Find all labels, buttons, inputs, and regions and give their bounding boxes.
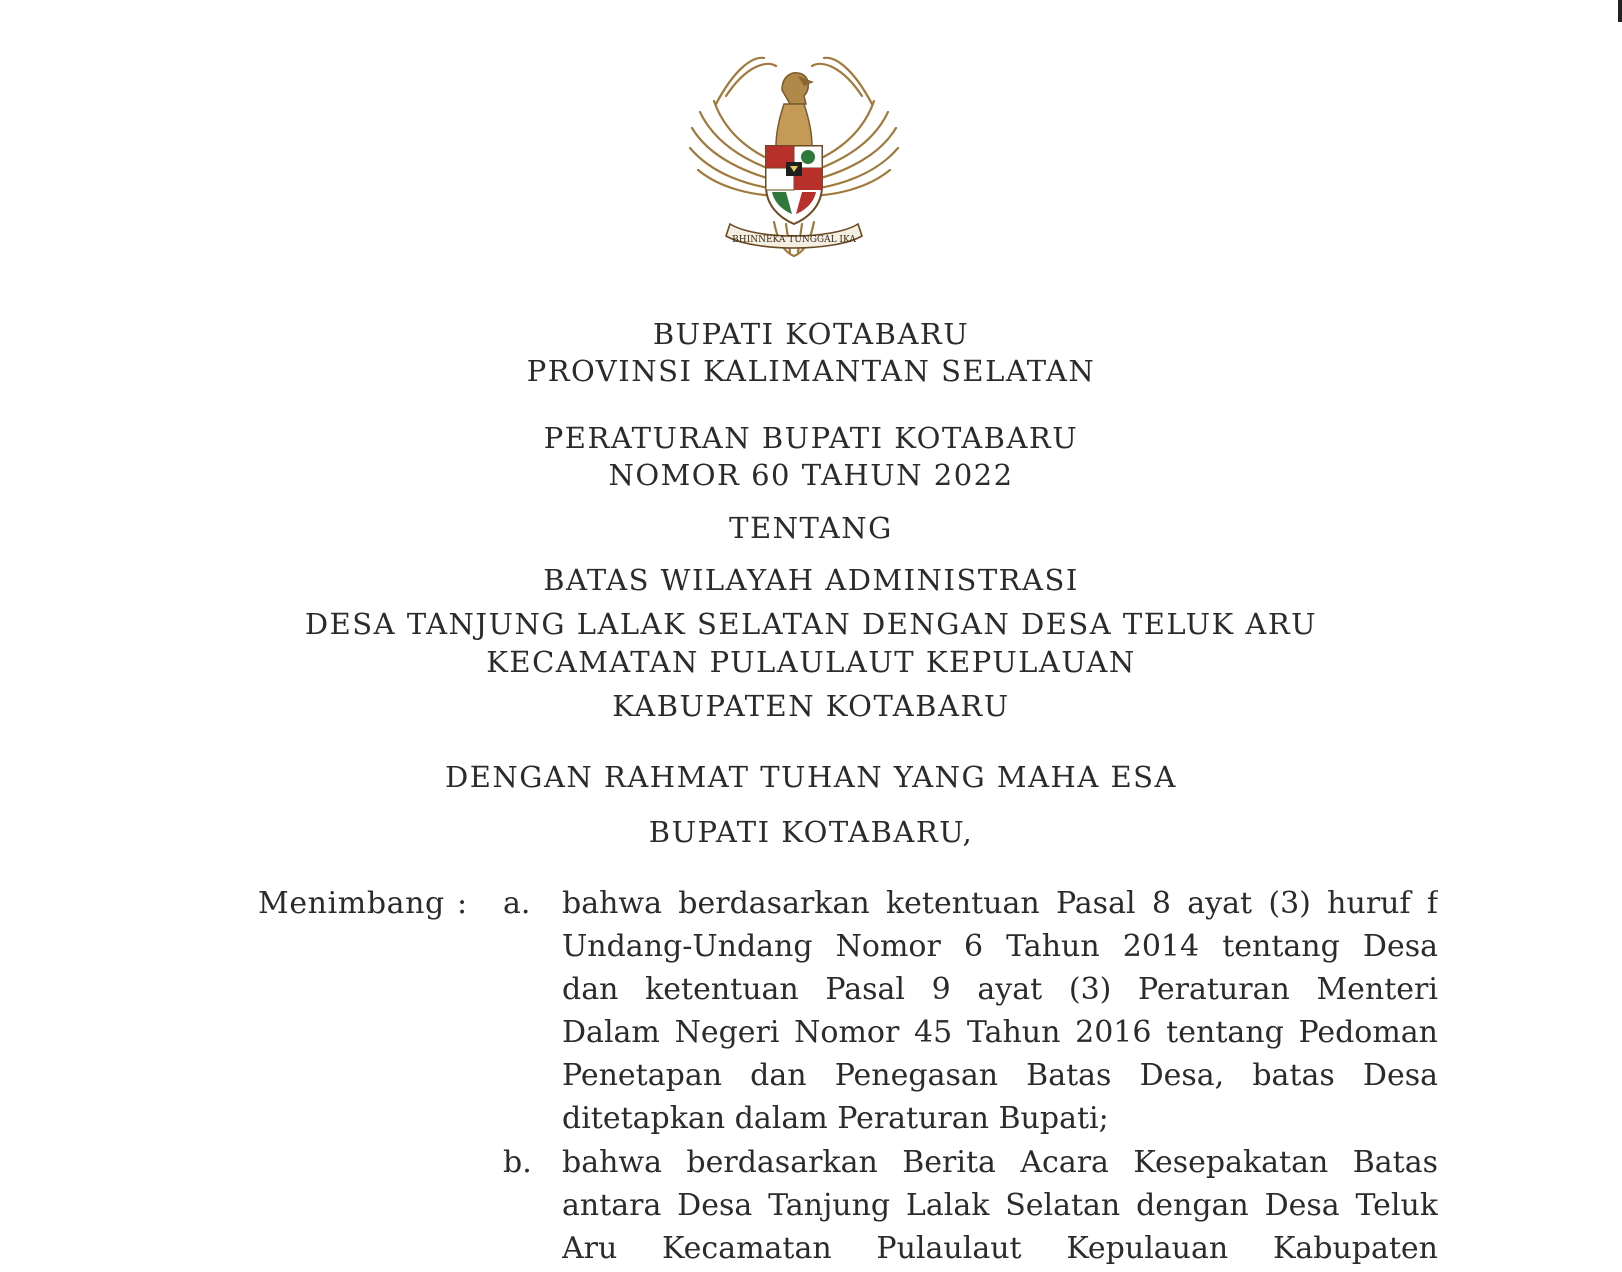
item-a-line: ditetapkan dalam Peraturan Bupati; [562,1101,1109,1136]
item-b-line: bahwa berdasarkan Berita Acara Kesepakatan Batas [562,1145,1438,1180]
item-b-text [562,1141,1438,1270]
item-a-line: Penetapan dan Penegasan Batas Desa, batas Desa [562,1058,1438,1093]
preamble-official: BUPATI KOTABARU, [648,815,974,849]
item-b-letter: b. [503,1145,532,1180]
considering-colon: : [457,886,468,921]
regulation-about: TENTANG [729,511,893,545]
item-a-text [562,882,1438,1140]
header-line-provinsi: PROVINSI KALIMANTAN SELATAN [526,354,1096,388]
garuda-emblem-icon [686,46,902,268]
item-b-line: antara Desa Tanjung Lalak Selatan dengan Desa Teluk [562,1188,1438,1223]
regulation-title: PERATURAN BUPATI KOTABARU [543,421,1079,455]
considering-label: Menimbang [258,886,445,921]
subject-line-3: KECAMATAN PULAULAUT KEPULAUAN [486,645,1136,679]
item-b-line: Aru Kecamatan Pulaulaut Kepulauan Kabupaten [562,1231,1438,1266]
header-line-bupati: BUPATI KOTABARU [652,317,970,351]
item-a-line: bahwa berdasarkan ketentuan Pasal 8 ayat (3) huruf f [562,886,1438,921]
emblem-motto: BHINNEKA TUNGGAL IKA [732,235,856,245]
subject-line-4: KABUPATEN KOTABARU [612,689,1010,723]
item-a-line: dan ketentuan Pasal 9 ayat (3) Peraturan Menteri [562,972,1438,1007]
subject-line-1: BATAS WILAYAH ADMINISTRASI [543,563,1079,597]
item-a-line: Undang-Undang Nomor 6 Tahun 2014 tentang Desa [562,929,1438,964]
subject-line-2: DESA TANJUNG LALAK SELATAN DENGAN DESA TELUK ARU [304,607,1318,641]
preamble-grace: DENGAN RAHMAT TUHAN YANG MAHA ESA [445,760,1177,794]
regulation-number: NOMOR 60 TAHUN 2022 [608,458,1014,492]
item-a-letter: a. [503,886,531,921]
item-a-line: Dalam Negeri Nomor 45 Tahun 2016 tentang Pedoman [562,1015,1438,1050]
page-edge-mark [1618,0,1622,22]
